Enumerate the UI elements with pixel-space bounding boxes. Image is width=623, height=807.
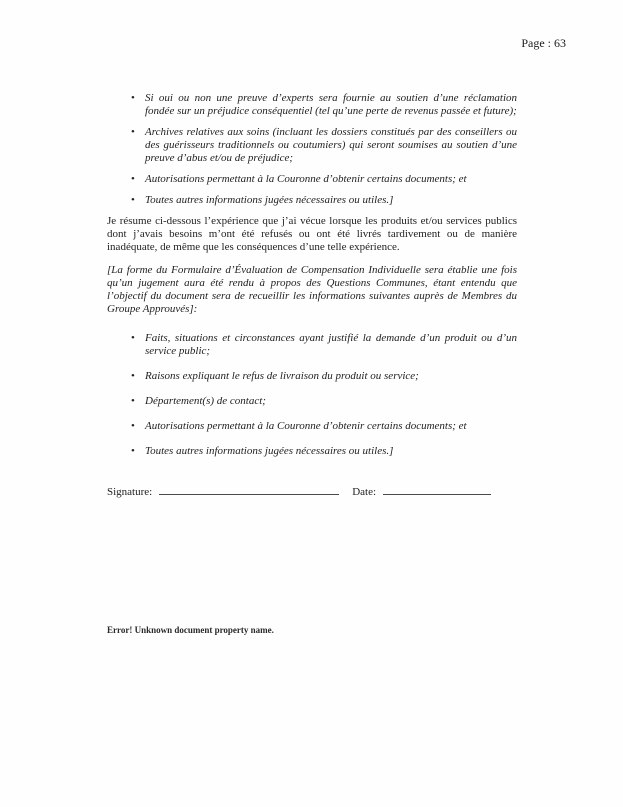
list-item: • Toutes autres informations jugées nécessaires ou utiles.] xyxy=(107,445,517,458)
list-item: • Archives relatives aux soins (incluant les dossiers constitués par des conseillers ou des guérisseurs traditionnels ou coutumiers) qui seront soumises au soutien d’une preuve d’abus et/ou de préjudice; xyxy=(107,126,517,165)
paragraph-bracketed: [La forme du Formulaire d’Évaluation de Compensation Individuelle sera établie une fois qu’un jugement aura été rendu à propos des Questions Communes, étant entendu que l’objectif du document sera de recueillir les informations suivantes auprès de Membres du Groupe Approuvés]: xyxy=(107,264,517,315)
list-item: • Toutes autres informations jugées nécessaires ou utiles.] xyxy=(107,194,517,207)
list-item: • Département(s) de contact; xyxy=(107,395,517,408)
list-item: • Raisons expliquant le refus de livraison du produit ou service; xyxy=(107,370,517,383)
signature-row xyxy=(107,484,517,499)
date-line xyxy=(383,484,491,495)
signature-label: Signature: xyxy=(107,486,153,498)
bullet-list-bottom xyxy=(107,332,517,458)
list-item: • Autorisations permettant à la Couronne d’obtenir certains documents; et xyxy=(107,173,517,186)
paragraph-resume: Je résume ci-dessous l’expérience que j’ai vécue lorsque les produits et/ou services publics dont j’avais besoins m’ont été refusés ou ont été livrés tardivement ou de manière inadéquate, de même que les conséquences d’une telle expérience. xyxy=(107,215,517,253)
date-label: Date: xyxy=(352,486,377,498)
signature-line xyxy=(159,484,339,495)
list-item: • Autorisations permettant à la Couronne d’obtenir certains documents; et xyxy=(107,420,517,433)
list-item: • Si oui ou non une preuve d’experts sera fournie au soutien d’une réclamation fondée sur un préjudice conséquentiel (tel qu’une perte de revenus passée et future); xyxy=(107,92,517,118)
document-content xyxy=(107,92,517,499)
bullet-list-top xyxy=(107,92,517,207)
list-item: • Faits, situations et circonstances ayant justifié la demande d’un produit ou d’un service public; xyxy=(107,332,517,358)
error-footer: Error! Unknown document property name. xyxy=(107,625,274,635)
page-number: Page : 63 xyxy=(521,36,566,50)
